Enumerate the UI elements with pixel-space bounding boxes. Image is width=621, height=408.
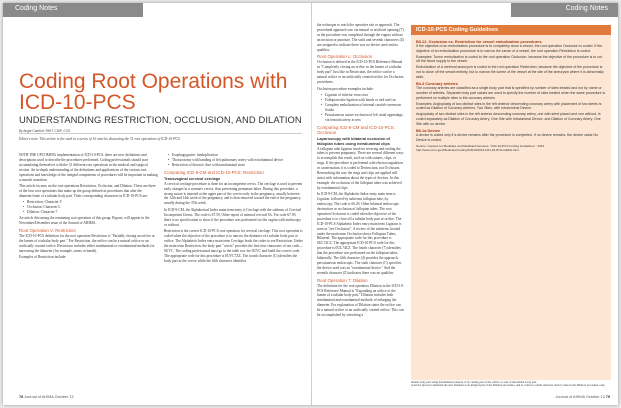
article-subtitle: UNDERSTANDING RESTRICTION, OCCLUSION, AND DILATION [19,114,302,125]
paragraph: The definition for the root operation Dilation in the ICD-10-PCS Reference Manual is "Expanding an orifice or the lumen of a tubular body part." Dilation includes both intraluminal and extraluminal methods of enlarging the diameter. For explanation of Dilation states the orifice can be a natural orifice or an artificially created orifice. This can be accomplished by stretching a [317,283,404,318]
paragraph: In ICD-9-CM, the Alphabetical Index main term entry is Cerclage with the subterm of Cervical Incompetent Uterus. The code is 67.59, Other repair of internal cervical Os. For code 67.59, there is no specification to show if the procedure was performed via the vagina with endoscopy or without. [164,207,302,227]
footer-text: Journal of AHIMA October 13 [555,395,605,399]
sidebar-title: ICD-10-PCS Coding Guidelines [411,25,611,35]
paragraph: In ICD-9-CM, the Alphabetic Index entry main term is Ligation, followed by subterms fallopian tube, by endoscopy. The code is 66.29, Other bilateral endoscopic destruction or occlusion of fallopian tubes. The root operation Occlusion is coded when the objective of the procedure is to close off a tubular body part or orifice. The ICD-10-PCS Alphabetic Index entry main term Ligation is seen as "see Occlusion". A review of the subterms located under the main term Occlusion shows Fallopian Tubes, Bilateral. The appropriate code for this procedure is 0UL74CZ. The appropriate ICD-10-PCS code for this procedure is 0UL74CZ. The fourth character (7) identifies that the procedure was performed on the fallopian tubes, bilaterally. The fifth character (4) provides the approach, percutaneous endoscopic. The sixth character (C) specifies the device used was an "extraluminal device." And the seventh character (Z) indicates there was no qualifier. [317,192,402,275]
bullet-list [27,200,159,215]
list-item: • Percutaneous suture exclusion of left atrial appendage, via femoral artery access [325,113,405,123]
paragraph: Occlusion procedure examples include: [317,86,374,91]
editor-note: Editor's note: This article is the sixth in a series of 10 articles discussing the 31 root operations of ICD-10-PCS. [19,137,181,141]
list-item: • Dilation: Character 7 [27,210,159,215]
paragraph: Examples: Tumor embolization is coded to the root operation Occlusion, because the objective of the procedure is to cut off the blood supply to the vessel. [416,54,602,64]
paragraph: The ICD-10-PCS definition for the root operation Restriction is "Partially closing an orifice or the lumen of a tubular body part." For Restriction, the orifice can be a natural orifice or an artificially created orifice. Restriction includes either intraluminal or extraluminal methods for narrowing the diameter (for example, stents or bands). [19,233,155,253]
list-item: • Esophagogastric fundoplication [172,153,304,158]
section-heading: Root Operation L: Occlusion [317,54,373,60]
paragraph: If the objective of an embolization procedure is to completely close a vessel, the root operation Occlusion is coded. If the objective of an embolization procedure is to narrow the lumen of a vessel, the root operation Restriction is coded. [416,44,603,53]
guidelines-sidebar [411,25,611,380]
footer-right [556,395,610,399]
magazine-spread [3,3,618,405]
sidebar-body [411,35,611,155]
section-label: Coding Notes [15,5,58,12]
list-item: • Restriction: Character V [27,200,159,205]
section-heading: Root Operation 7: Dilation [317,277,368,283]
bullet-list [325,93,405,122]
column-2 [164,153,304,265]
divider [19,133,302,134]
column-1 [19,153,159,262]
section-header-left [3,3,143,17]
bullet-list [172,153,304,168]
source-note: Source: Centers for Medicare and Medicaid Services. "ICD-10-PCS Coding Guidelines." 2013. http://www.cms.gov/Medicare/Coding/ICD10/2013-ICD-10-PCS-GEMs.html. [416,143,546,152]
list-item: • Restriction of thoracic duct with intraluminal stent [172,163,304,168]
guideline-heading: B6.1a Device [416,127,441,133]
list-item: • Complete embolization of internal carotid-cavernous fistula [325,103,405,113]
list-item: • Thoracotomy with banding of left pulmonary artery with extraluminal device [172,158,304,163]
section-header-right [511,3,618,17]
page-gutter [311,3,312,405]
column-4 [411,381,611,388]
paragraph: tubular body part using intraluminal pressure or by cutting part of the orifice or wall of the tubular body part. [411,380,538,384]
paragraph: Examples of Restriction include: [19,255,67,260]
paragraph: Embolization of a cerebral aneurysm is coded to the root operation Restriction, because the objective of the procedure is not to close off the vessel entirely, but to narrow the lumen of the vessel at the site of the aneurysm where it is abnormally wide. [416,65,604,79]
paragraph: A device is coded only if a device remains after the procedure is completed. If no device remains, the device value No Device is coded. [416,133,598,142]
paragraph: An article discussing the remaining root operation of this group, Bypass, will appear in the November/December issue of the Journal of AHIMA. [19,216,150,225]
paragraph: Angioplasty of two distinct sites in the left anterior descending coronary artery, one with stent placed and one without, is coded separately as Dilation of Coronary Artery, One Site with Intraluminal Device, and Dilation of Coronary Artery, One Site with no device. [416,112,601,126]
paragraph: A fallopian tube ligation involves severing and sealing the tubes to prevent pregnancy. There are several different ways to accomplish this result, such as with sutures, clips, or rings. If the procedure is performed with electrocoagulation or cauterization, it is coded to Destruction, not Occlusion. Researching the way the rings and clips are applied will assist with information about the types of devices. In this example, the occlusion of the fallopian tubes was achieved by extraluminal clips. [317,146,404,190]
paragraph: A cervical cerclage procedure is done for an incompetent cervix. The cerclage is used to prevent early changes in a woman's cervix, thus preventing premature labor. During this procedure, a strong suture is inserted at the upper part of the cervix early in the pregnancy, usually between the 12th and 14th week of the pregnancy, and is then removed toward the end of the pregnancy, usually during the 37th week. [164,181,303,206]
paragraph: Restriction is the correct ICD-10-PCS root operation for cervical cerclage. This root operation is coded when the objective of the procedure is to narrow the diameter of a tubular body part or orifice. The Alphabetic Index entry main term Cerclage leads the coder to see Restriction. Under the main term Restriction, the body part "cervix" provides the first four characters of our code—0UVC. The coding professional must go to the table row for 0UVC and build the correct code. The appropriate code for this procedure is 0UVC7ZZ. The fourth character (C) identifies the body part as the cervix while the fifth character identifies [164,229,303,263]
list-item: • Ligation of inferior vena cava [325,93,405,98]
article-title: Coding Root Operations with ICD-10-PCS [19,70,288,114]
guideline-heading: B3.12. Occlusion vs. Restriction for vessel embolization procedures [416,38,542,44]
section-label: Coding Notes [565,5,608,12]
guideline-heading: B4.4 Coronary arteries [416,80,458,86]
section-heading: Root Operation V: Restriction [19,227,76,233]
paragraph: Occlusion is defined in the ICD-10-PCS Reference Manual as "Completely closing an orifice or the lumen of a tubular body part" Just like in Restriction, the orifice can be a natural orifice or an artificially created orifice for Occlusion procedures. [317,60,404,85]
section-heading: Comparing ICD-9-CM and ICD-10-PCS: Occlusion [317,124,395,135]
paragraph: The coronary arteries are classified as a single body part that is specified by number of sites treated and not by name or number of arteries. Separate body part values are used to specify the number of sites treated when the same procedure is performed on multiple sites in the coronary arteries. [416,86,606,100]
subsection-heading: Laparoscopy with bilateral occlusion of fallopian tubes using extraluminal clips [317,135,391,146]
byline: By Angie Comfort, RHIT, CDIP, CCS [19,129,71,133]
paragraph: the technique to reach the operative site or approach. The procedural approach was via natural or artificial opening (7) as the procedure was completed through the vagina without an incision or puncture. The sixth and seventh characters (Z) are assigned to indicate there was no device used and no qualifier. [317,23,405,52]
list-item: • Occlusion: Character L [27,205,159,210]
footer-text: Journal of AHIMA October 13 [24,395,74,399]
column-3 [317,23,405,320]
paragraph: This article focuses on the root operations Restriction, Occlusion, and Dilation. These are three of the four root operations that make up the group defined as procedures that alter the diameter/route of a tubular body part. Their corresponding characters in ICD-10-PCS are: [19,184,156,198]
footer-left [19,395,73,399]
paragraph: A device placed to maintain the new diameter is an integral part of the Dilation procedure, and is coded to a sixth-character device value in the Dilation procedure code. [411,383,606,388]
paragraph: WITH THE UPCOMING implementation of ICD-10-PCS, there are new definitions and descriptions used to describe the procedures performed. Coding professionals should start accumulating themselves with the 31 different root operations in the medical and surgical section. An in-depth understanding of the definitions and applications of the various root operations and knowledge of the integral components of procedures will be important in making a smooth transition. [19,153,158,182]
list-item: • Fallopian tube ligation with bands or tied and cut [325,98,405,103]
page-number: 78 [19,395,24,399]
paragraph: Examples: Angioplasty of two distinct sites in the left anterior descending coronary artery with placement of two stents is coded as Dilation of Coronary Arteries, Two Sites, with Intraluminal Device. [416,101,602,111]
page-number: 79 [605,395,610,399]
section-heading: Comparing ICD-9-CM and ICD-10-PCS: Restriction [164,169,264,175]
subsection-heading: Transvaginal cervical cerclage [164,175,221,181]
